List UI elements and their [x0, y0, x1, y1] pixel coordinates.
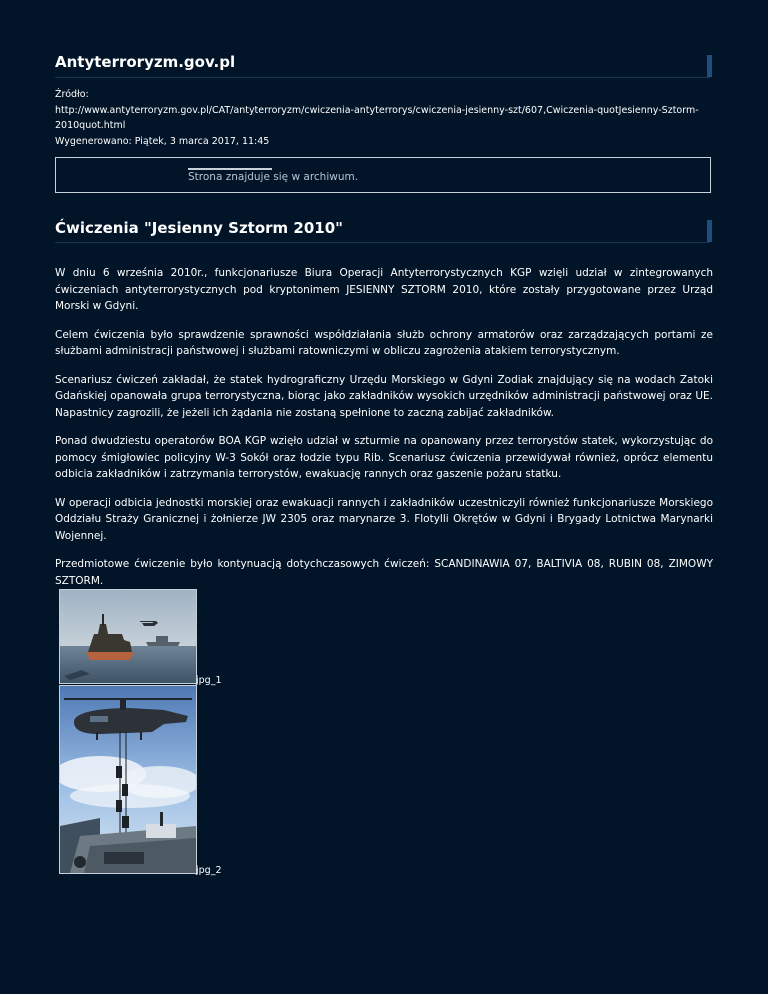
paragraph: Przedmiotowe ćwiczenie było kontynuacją dotychczasowych ćwiczeń: SCANDINAWIA 07, BALTIVIA 08, RUBIN 08, ZIMOWY SZTORM. — [55, 558, 713, 587]
ship-photo-image — [60, 590, 196, 683]
generated-date: Wygenerowano: Piątek, 3 marca 2017, 11:45 — [55, 135, 270, 147]
header-divider — [55, 77, 710, 78]
header-divider-accent — [707, 55, 712, 77]
paragraph: Celem ćwiczenia było sprawdzenie sprawności współdziałania służb ochrony armatorów oraz zarządzających portami ze służbami administracji państwowej i służbami ratowniczymi w obliczu zagrożenia atakiem terrorystycznym. — [55, 328, 713, 357]
article-body — [55, 265, 713, 601]
gallery-caption-2[interactable]: jpg_2 — [196, 865, 222, 876]
helicopter-photo-image — [60, 686, 196, 873]
archive-notice: Strona znajduje się w archiwum. — [188, 171, 359, 183]
site-title[interactable]: Antyterroryzm.gov.pl — [55, 53, 236, 71]
paragraph: Scenariusz ćwiczeń zakładał, że statek hydrograficzny Urzędu Morskiego w Gdyni Zodiak znajdujący się na wodach Zatoki Gdańskiej opanowała grupa terrorystyczna, biorąc jako zakładników wysokich urzędników administracji państwowej oraz UE. Napastnicy zagrozili, że jeżeli ich żądania nie zostaną spełnione to zaczną zabijać zakładników. — [55, 373, 713, 419]
title-divider-accent — [707, 220, 712, 242]
source-meta — [55, 87, 715, 149]
gallery-photo-2[interactable] — [59, 685, 197, 874]
source-url[interactable]: http://www.antyterroryzm.gov.pl/CAT/antyterroryzm/cwiczenia-antyterrorys/cwiczenia-jesienny-szt/607,Cwiczenia-quotJesienny-Sztorm-2010quot.html — [55, 104, 699, 131]
paragraph: W operacji odbicia jednostki morskiej oraz ewakuacji rannych i zakładników uczestniczyli również funkcjonariusze Morskiego Oddziału Straży Granicznej i żołnierze JW 2305 oraz marynarze 3. Flotylli Okrętów w Gdyni i Brygady Lotnictwa Marynarki Wojennej. — [55, 496, 713, 542]
title-divider — [55, 242, 710, 243]
archive-notice-box — [55, 157, 711, 193]
gallery-photo-1[interactable] — [59, 589, 197, 684]
archive-notice-overline — [188, 168, 272, 170]
article-title: Ćwiczenia "Jesienny Sztorm 2010" — [55, 219, 343, 237]
paragraph: Ponad dwudziestu operatorów BOA KGP wzięło udział w szturmie na opanowany przez terrorystów statek, wykorzystując do pomocy śmigłowiec policyjny W-3 Sokół oraz łodzie typu Rib. Scenariusz ćwiczenia przewidywał również, oprócz elementu odbicia zakładników i zatrzymania terrorystów, ewakuację rannych oraz gaszenie pożaru statku. — [55, 435, 713, 480]
gallery-caption-1[interactable]: jpg_1 — [196, 675, 222, 686]
paragraph: W dniu 6 września 2010r., funkcjonariusze Biura Operacji Antyterrorystycznych KGP wzięli udział w zintegrowanych ćwiczeniach antyterrorystycznych pod kryptonimem JESIENNY SZTORM 2010, które zostały przygotowane przez Urząd Morski w Gdyni. — [55, 267, 713, 312]
source-label: Źródło: — [55, 89, 89, 100]
